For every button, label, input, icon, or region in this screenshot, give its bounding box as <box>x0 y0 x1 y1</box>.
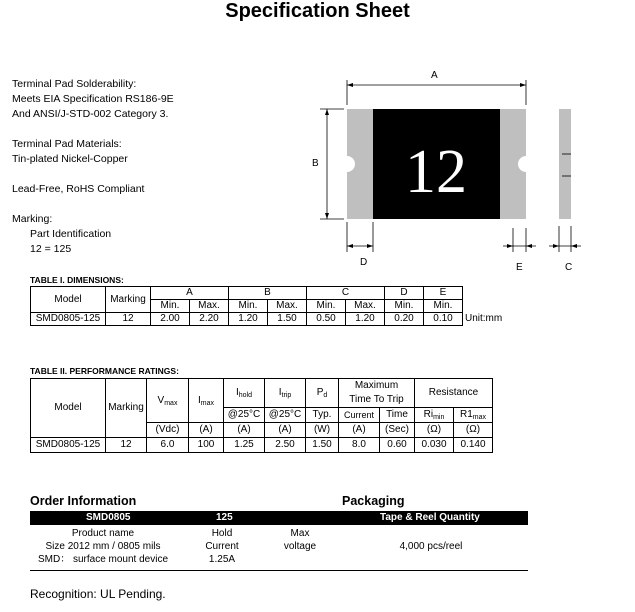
recognition-note: Recognition: UL Pending. <box>30 587 166 601</box>
note-line: 12 = 125 <box>30 243 72 255</box>
dim-b-label: B <box>312 158 319 169</box>
note-line: Terminal Pad Solderability: <box>12 78 137 90</box>
component-marking: 12 <box>405 138 467 206</box>
unit-label: Unit:mm <box>465 313 503 324</box>
sub-header: Min. <box>307 300 346 313</box>
col-group: C <box>307 287 385 300</box>
table-row: SMD0805-125 12 6.0 100 1.25 2.50 1.50 8.0 0.60 0.030 0.140 <box>31 438 493 453</box>
note-line: And ANSI/J-STD-002 Category 3. <box>12 108 169 120</box>
performance-table: Model Marking $V_{max}$ $I_{max}$ $I_{hold}$ $I_{trip}$ $P_d$ Maximum Time To Trip Resistance @25°C @25°C Typ. Current Time $Ri_{min}$ $R1_{max}$ (Vdc) (A) (A) (A) (W) (A) (Sec) (Ω) (Ω) SMD0805-125 12 6.0 100 1.25 2.50 1.50 8.0 0.60 0.030 0.140 <box>30 378 493 453</box>
sub-header: Max. <box>346 300 385 313</box>
table-row: SMD0805-125 12 2.00 2.20 1.20 1.50 0.50 1.20 0.20 0.10 Unit:mm <box>31 313 505 326</box>
sub-header: Min. <box>229 300 268 313</box>
page-title: Specification Sheet <box>225 0 410 22</box>
leadfree-note: Lead-Free, RoHS Compliant <box>12 183 145 195</box>
col-header-itrip: $I_{trip}$ <box>265 379 306 408</box>
col-header-resistance: Resistance <box>415 379 493 408</box>
dim-a-label: A <box>431 70 438 81</box>
packaging-heading: Packaging <box>342 494 405 508</box>
col-group: A <box>151 287 229 300</box>
order-bar-mid: 125 <box>216 512 233 523</box>
note-line: Tin-plated Nickel-Copper <box>12 153 128 165</box>
col-group: E <box>424 287 463 300</box>
order-bar-right: Tape & Reel Quantity <box>380 512 480 523</box>
col-header-pd: $P_d$ <box>306 379 339 408</box>
note-line: Terminal Pad Materials: <box>12 138 122 150</box>
col-header-vmax: $V_{max}$ <box>147 379 189 423</box>
sub-header: Max. <box>190 300 229 313</box>
marking-notes <box>12 212 111 257</box>
sub-header: Min. <box>151 300 190 313</box>
col-header-rimin: $Ri_{min}$ <box>415 408 454 423</box>
packaging-quantity: 4,000 pcs/reel <box>399 541 463 552</box>
order-bar-left: SMD0805 <box>86 512 131 523</box>
materials-notes <box>12 137 128 167</box>
component-drawing <box>300 60 610 275</box>
order-table: Product name Hold Max Size 2012 mm / 0805 mils Current voltage 4,000 pcs/reel SMD： surface mount device 1.25A <box>30 527 530 566</box>
col-header: Marking <box>106 379 147 438</box>
order-heading: Order Information <box>30 494 137 508</box>
col-header: Model <box>31 379 106 438</box>
note-line: Part Identification <box>30 228 112 240</box>
col-group: D <box>385 287 424 300</box>
table2-caption: TABLE II. PERFORMANCE RATINGS: <box>30 366 179 376</box>
note-line: Marking: <box>12 213 53 225</box>
solderability-notes <box>12 77 174 122</box>
col-header-imax: $I_{max}$ <box>189 379 224 423</box>
col-header-ihold: $I_{hold}$ <box>224 379 265 408</box>
order-header-bar <box>30 511 528 525</box>
note-line: Meets EIA Specification RS186-9E <box>12 93 174 105</box>
col-header: Model <box>31 287 106 313</box>
sub-header: Max. <box>268 300 307 313</box>
sub-header: Min. <box>385 300 424 313</box>
col-header-time-to-trip: Maximum Time To Trip <box>339 379 415 408</box>
dim-e-label: E <box>516 262 523 273</box>
side-view <box>559 109 571 219</box>
dim-d-label: D <box>360 257 368 268</box>
order-divider <box>30 570 528 571</box>
sub-header: Min. <box>424 300 463 313</box>
col-header-r1max: $R1_{max}$ <box>454 408 493 423</box>
col-group: B <box>229 287 307 300</box>
dim-c-label: C <box>565 262 573 273</box>
table1-caption: TABLE I. DIMENSIONS: <box>30 275 124 285</box>
col-header: Marking <box>106 287 151 313</box>
dimensions-table <box>30 286 505 326</box>
